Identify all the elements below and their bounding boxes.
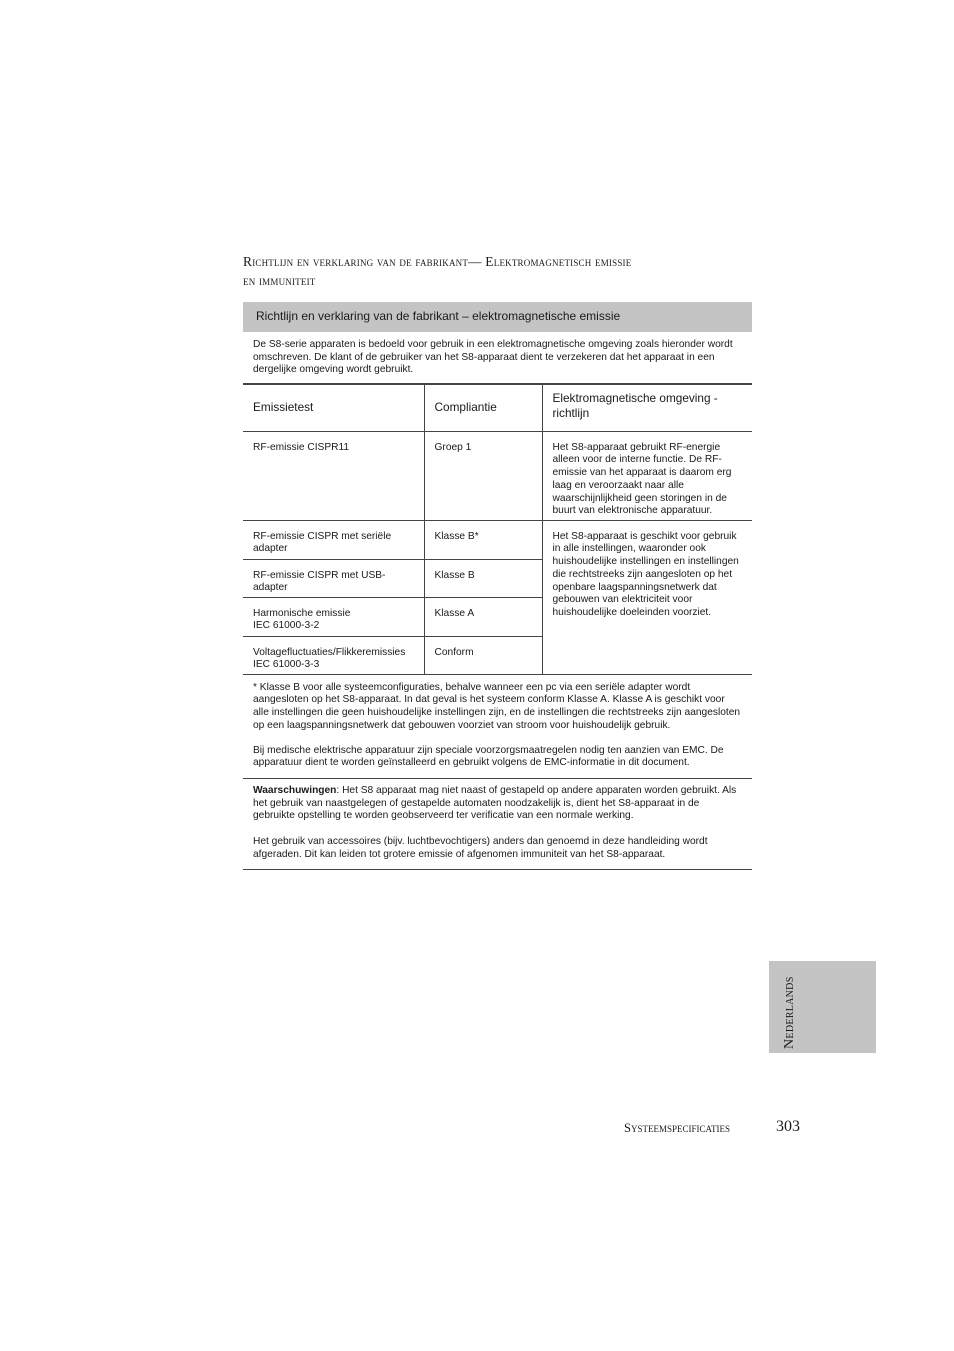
emission-table [243,384,752,675]
warnings-paragraph [253,785,742,823]
cell-compliance: Groep 1 [424,431,542,520]
cell-compliance: Conform [424,636,542,674]
warnings-section [243,779,752,870]
table-banner: Richtlijn en verklaring van de fabrikant – elektromagnetische emissie [243,302,752,332]
cell-guidance: Het S8-apparaat gebruikt RF-energie alleen voor de interne functie. De RF-emissie van het apparaat is daarom erg laag en veroorzaakt naar alle waarschijnlijkheid geen storingen in de buurt van elektronische apparatuur. [542,431,752,520]
notes-section [243,675,752,779]
footnote-text: * Klasse B voor alle systeemconfiguraties, behalve wanneer een pc via een seriële adapter wordt aangesloten op het S8-apparaat. In dat geval is het systeem conform Klasse A. Klasse A is geschikt voor alle instellingen die geen huishoudelijke instellingen zijn, en de instellingen die rechtstreeks zijn aangesloten op een laagspanningsnetwerk dat gebouwen voorziet van stroom voor huishoudelijk gebruik. [253,681,741,731]
medical-note-text: Bij medische elektrische apparatuur zijn speciale voorzorgsmaatregelen nodig ten aanzien van EMC. De apparatuur dient te worden geïnstalleerd en gebruikt volgens de EMC-informatie in dit document. [253,744,724,769]
cell-compliance: Klasse A [424,597,542,636]
language-tab-label: Nederlands [782,976,797,1049]
header-richtlijn: Elektromagnetische omgeving - richtlijn [542,384,752,431]
cell-test-line-2: IEC 61000-3-2 [253,620,320,632]
table-row [243,431,752,520]
cell-test-line-2: IEC 61000-3-3 [253,659,320,671]
header-emissietest: Emissietest [243,384,424,431]
section-heading-line-2: en immuniteit [243,273,316,288]
cell-test: RF-emissie CISPR met seriële adapter [243,520,424,559]
cell-test [243,597,424,636]
cell-test-line-1: Harmonische emissie [253,607,351,619]
warnings-label: Waarschuwingen [253,785,337,796]
cell-guidance: Het S8-apparaat is geschikt voor gebruik in alle instellingen, waaronder ook huishoudelijke instellingen en instellingen die rechtstreeks zijn aangesloten op het openbare laagspanningsnetwerk dat gebouwen van elektriciteit voor huishoudelijke doeleinden voorziet. [542,520,752,674]
section-heading [243,252,763,290]
cell-compliance: Klasse B [424,559,542,597]
footer-section-label: Systeemspecificaties [624,1121,730,1135]
language-tab [769,961,876,1053]
header-compliantie: Compliantie [424,384,542,431]
accessories-text: Het gebruik van accessoires (bijv. luchtbevochtigers) anders dan genoemd in deze handleiding wordt afgeraden. Dit kan leiden tot grotere emissie of afgenomen immuniteit van het S8-apparaat. [253,836,708,860]
table-header-row [243,384,752,431]
cell-test [243,636,424,674]
cell-test: RF-emissie CISPR11 [243,431,424,520]
cell-test: RF-emissie CISPR met USB-adapter [243,559,424,597]
page-number: 303 [776,1118,800,1135]
emission-document [243,302,752,870]
cell-test-line-1: Voltagefluctuaties/Flikkeremissies [253,646,406,658]
cell-compliance: Klasse B* [424,520,542,559]
intro-text: De S8-serie apparaten is bedoeld voor gebruik in een elektromagnetische omgeving zoals hieronder wordt omschreven. De klant of de gebruiker van het S8-apparaat dient te verzekeren dat het apparaat in een dergelijke omgeving wordt gebruikt. [243,332,752,384]
table-row [243,520,752,559]
warnings-text: : Het S8 apparaat mag niet naast of gestapeld op andere apparaten worden gebruikt. Als het gebruik van naastgelegen of gestapelde automaten noodzakelijk is, dient het S8-apparaat in de gebruikte opstelling te worden geobserveerd ter verificatie van een normale werking. [253,785,737,822]
section-heading-line-1: Richtlijn en verklaring van de fabrikant— Elektromagnetisch emissie [243,254,632,269]
